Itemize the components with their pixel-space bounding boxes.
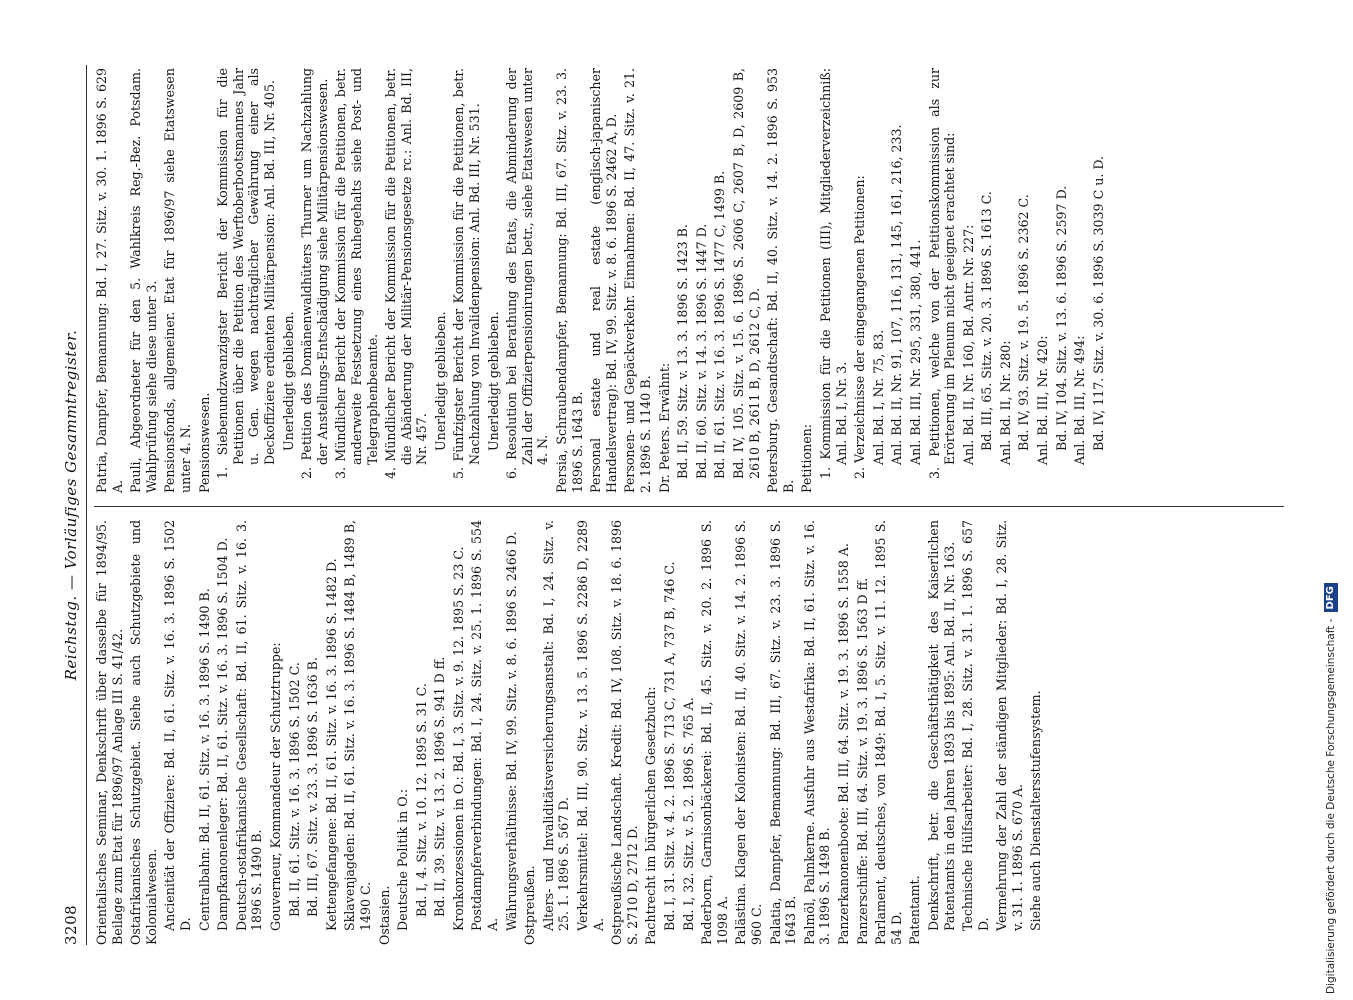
index-entry: 2. Petition des Domänenwaldhüters Thurner um Nachzahlung der Anstellungs-Entschädigung siehe Militärpensionswesen. [299, 68, 330, 479]
index-entry: Denkschrift, betr. die Geschäftsthätigkeit des Kaiserlichen Patentamts in den Jahren 1893 bis 1895: Anl. Bd. II, Nr. 163. [925, 520, 957, 931]
index-entry: Unerledigt geblieben. [280, 311, 296, 451]
index-entry: Gouverneur, Kommandeur der Schutztruppe: [267, 642, 283, 931]
index-entry: Panzerkanonenboote: Bd. III, 64. Sitz. v. 19. 3. 1896 S. 1558 A. [835, 543, 851, 945]
index-entry: Bd. I, 31. Sitz. v. 4. 2. 1896 S. 713 C, 731 A, 737 B, 746 C. [662, 561, 677, 931]
index-entry: Pensionsfonds, allgemeiner. Etat für 1896/97 siehe Etatswesen unter 4. N. [162, 68, 193, 493]
index-entry: Paderborn, Garnisonbäckerei: Bd. II, 45. Sitz. v. 20. 2. 1896 S. 1098 A. [699, 520, 730, 945]
index-entry: Anl. Bd. I, Nr. 75, 83. [870, 329, 886, 465]
index-entry: Bd. II, 61. Sitz. v. 16. 3. 1896 S. 1477 C, 1499 B. [712, 170, 728, 479]
index-entry: Postdampferverbindungen: Bd. I, 24. Sitz. v. 25. 1. 1896 S. 554 A. [469, 520, 501, 931]
index-entry: Bd. II, 61. Sitz. v. 16. 3. 1896 S. 1502 C. [286, 662, 302, 917]
index-entry: Palatia, Dampfer, Bemannung: Bd. III, 67. Sitz. v. 23. 3. 1896 S. 1643 B. [767, 520, 799, 945]
index-entry: Bd. II, 60. Sitz. v. 14. 3. 1896 S. 1447 D. [693, 223, 709, 479]
index-entry: Personen- und Gepäckverkehr. Einnahmen: Bd. II, 47. Sitz. v. 21. 2. 1896 S. 1140 B. [622, 68, 653, 493]
credit-text: Digitalisierung gefördert durch die Deutsche Forschungsgemeinschaft - [1325, 618, 1337, 994]
index-entry: Bd. I, 4. Sitz. v. 10. 12. 1895 S. 31 C. [413, 683, 429, 917]
index-entry: Siehe auch Dienstaltersstufensystem. [1028, 690, 1044, 931]
index-entry: Anl. Bd. III, Nr. 295, 331, 380, 441. [907, 239, 923, 465]
index-entry: Ostpreußische Landschaft. Kredit: Bd. IV, 108. Sitz. v. 18. 6. 1896 S. 2710 D, 2712 D. [609, 520, 640, 945]
index-entry: Centralbahn: Bd. II, 61. Sitz. v. 16. 3. 1896 S. 1490 B. [196, 588, 212, 931]
index-entry: Anl. Bd. II, Nr. 160, Bd. Antr. Nr. 227: [960, 224, 976, 465]
header-rule [86, 65, 87, 945]
index-entry: Pensionswesen. [196, 392, 212, 493]
index-entry: Panzerschiffe: Bd. III, 64. Sitz. v. 19. 3. 1896 S. 1563 D ff. [854, 577, 870, 945]
index-entry: Vermehrung der Zahl der ständigen Mitglieder: Bd. I, 28. Sitz. v. 31. 1. 1896 S. 670 A. [994, 520, 1025, 931]
index-entry: 5. Fünfzigster Bericht der Kommission für die Petitionen, betr. Nachzahlung von Invalidenpension: Anl. Bd. III, Nr. 531. [451, 68, 483, 479]
index-entry: Orientalisches Seminar, Denkschrift über dasselbe für 1894/95. Beilage zum Etat für 1896/97 Anlage III S. 41/42. [94, 520, 125, 945]
index-entry: Bd. IV, 93. Sitz. v. 19. 5. 1896 S. 2362 C. [1016, 194, 1032, 451]
index-entry: Deutsch-ostafrikanische Gesellschaft: Bd. II, 61. Sitz. v. 16. 3. 1896 S. 1490 B. [233, 520, 265, 931]
index-entry: 3. Mündlicher Bericht der Kommission für die Petitionen, betr. anderweite Festsetzung eines Ruhegehalts siehe Post- und Telegraphenbeamte. [333, 68, 380, 479]
index-entry: Palmöl, Palmkerne. Ausfuhr aus Westafrika: Bd. II, 61. Sitz. v. 16. 3. 1896 S. 1498 B. [801, 520, 833, 945]
index-entry: Personal estate und real estate (englisch-japanischer Handelsvertrag): Bd. IV, 99. Sitz. v. 8. 6. 1896 S. 2462 A, D. [588, 68, 619, 493]
index-entry: Währungsverhältnisse: Bd. IV, 99. Sitz. v. 8. 6. 1896 S. 2466 D. [503, 531, 519, 931]
index-entry: 3. Petitionen, welche von der Petitionskommission als zur Erörterung im Plenum nicht geeignet erachtet sind: [926, 68, 958, 479]
index-entry: Deutsche Politik in O.: [395, 788, 411, 931]
index-entry: Anl. Bd. III, Nr. 494: [1072, 335, 1088, 465]
index-entry: Parlament, deutsches, von 1849: Bd. I, 5. Sitz. v. 11. 12. 1895 S. 54 D. [873, 520, 904, 945]
index-entry: Unerledigt geblieben. [485, 311, 501, 451]
index-entry: Petersburg. Gesandtschaft: Bd. II, 40. Sitz. v. 14. 2. 1896 S. 953 B. [765, 68, 796, 493]
dfg-logo-icon: DFG [1324, 583, 1338, 612]
column-divider [94, 506, 1284, 507]
index-entry: Anl. Bd. II, Nr. 280: [997, 340, 1013, 465]
page-number: 3208 [62, 904, 80, 945]
index-entry: Ostpreußen. [522, 865, 538, 945]
index-column-right [94, 68, 1109, 493]
index-entry: Bd. II, 39. Sitz. v. 13. 2. 1896 S. 941 D ff. [432, 656, 448, 917]
index-entry: Persia, Schraubendampfer, Bemannung: Bd. III, 67. Sitz. v. 23. 3. 1896 S. 1643 B. [554, 68, 585, 493]
index-column-left [94, 520, 1047, 945]
index-entry: Alters- und Invaliditätsversicherungsanstalt: Bd. I, 24. Sitz. v. 25. 1. 1896 S. 567 D. [540, 520, 572, 931]
page-header [60, 65, 88, 945]
index-entry: Bd. III, 67. Sitz. v. 23. 3. 1896 S. 1636 B. [305, 657, 321, 917]
index-entry: 1. Kommission für die Petitionen (III), Mitgliederverzeichniß: Anl. Bd. I, Nr. 3. [817, 68, 849, 479]
index-entry: 2. Verzeichnisse der eingegangenen Petitionen: [852, 175, 868, 479]
index-entry: Unerledigt geblieben. [432, 311, 448, 451]
index-entry: Patria, Dampfer, Bemannung: Bd. I, 27. Sitz. v. 30. 1. 1896 S. 629 A. [94, 68, 125, 493]
index-entry: Anl. Bd. II, Nr. 91, 107, 116, 131, 145, 161, 216, 233. [889, 124, 905, 465]
index-entry: Bd. II, 59. Sitz. v. 13. 3. 1896 S. 1423 B. [675, 224, 691, 479]
index-entry: Pauli, Abgeordneter für den 5. Wahlkreis Reg.-Bez. Potsdam. Wahlprüfung siehe diese unter 3. [128, 68, 159, 493]
page-title: Reichstag. — Vorläufiges Gesammtregister. [62, 329, 80, 681]
index-entry: 4. Mündlicher Bericht der Kommission für die Petitionen, betr. die Abänderung der Militär-Pensionsgesetze rc.: Anl. Bd. III, Nr. 457. [383, 68, 430, 479]
index-entry: Verkehrsmittel: Bd. III, 90. Sitz. v. 13. 5. 1896 S. 2286 D, 2289 A. [575, 520, 606, 931]
index-entry: Technische Hülfsarbeiter: Bd. I, 28. Sitz. v. 31. 1. 1896 S. 657 D. [960, 520, 991, 931]
index-entry: Dampfkanonenleger: Bd. II, 61. Sitz. v. 16. 3. 1896 S. 1504 D. [215, 537, 231, 931]
index-entry: Dr. Peters. Erwähnt: [656, 362, 672, 493]
index-entry: Ostasien. [376, 885, 392, 945]
index-entry: Sklavenjagden: Bd. II, 61. Sitz. v. 16. 3. 1896 S. 1484 B, 1489 B, 1490 C. [342, 520, 373, 931]
index-entry: Palästina. Klagen der Kolonisten: Bd. II, 40. Sitz. v. 14. 2. 1896 S. 960 C. [733, 520, 764, 945]
index-entry: 6. Resolution bei Berathung des Etats, die Abminderung der Zahl der Offizierpensionirungen betr., siehe Etatswesen unter 4. N. [504, 68, 551, 479]
index-entry: Anl. Bd. III, Nr. 420: [1035, 335, 1051, 465]
index-entry: Petitionen: [799, 423, 815, 493]
index-entry: Kronkonzessionen in O.: Bd. I, 3. Sitz. v. 9. 12. 1895 S. 23 C. [450, 546, 466, 931]
index-entry: Bd. IV, 105. Sitz. v. 15. 6. 1896 S. 2606 C, 2607 B, D, 2609 B, 2610 B, 2611 B, D, 2612 C, D. [730, 68, 762, 479]
index-entry: Bd. III, 65. Sitz. v. 20. 3. 1896 S. 1613 C. [979, 191, 995, 451]
rotated-index-page [60, 65, 1290, 945]
index-entry: Pachtrecht im bürgerlichen Gesetzbuch: [643, 686, 659, 945]
index-entry: Bd. IV, 104. Sitz. v. 13. 6. 1896 S. 2597 D. [1053, 185, 1069, 451]
index-entry: 1. Siebenundzwanzigster Bericht der Kommission für die Petitionen über die Petition des Werftoberbootsmannes Jahr u. Gen. wegen nachträglicher Gewährung einer als Deckoffiziere erdienten Militärpension: Anl. Bd. III, Nr. 405. [215, 68, 277, 479]
index-entry: Kettengefangene: Bd. II, 61. Sitz. v. 16. 3. 1896 S. 1482 D. [323, 558, 339, 931]
index-entry: Ostafrikanisches Schutzgebiet. Siehe auch Schutzgebiete und Kolonialwesen. [128, 520, 159, 945]
index-entry: Patentamt. [907, 875, 923, 945]
digitization-credit [1322, 4, 1340, 994]
index-entry: Bd. I, 32. Sitz. v. 5. 2. 1896 S. 765 A. [680, 697, 696, 931]
index-entry: Bd. IV, 117. Sitz. v. 30. 6. 1896 S. 3039 C u. D. [1090, 156, 1106, 451]
index-entry: Ancienität der Offiziere: Bd. II, 61. Sitz. v. 16. 3. 1896 S. 1502 D. [162, 520, 193, 931]
